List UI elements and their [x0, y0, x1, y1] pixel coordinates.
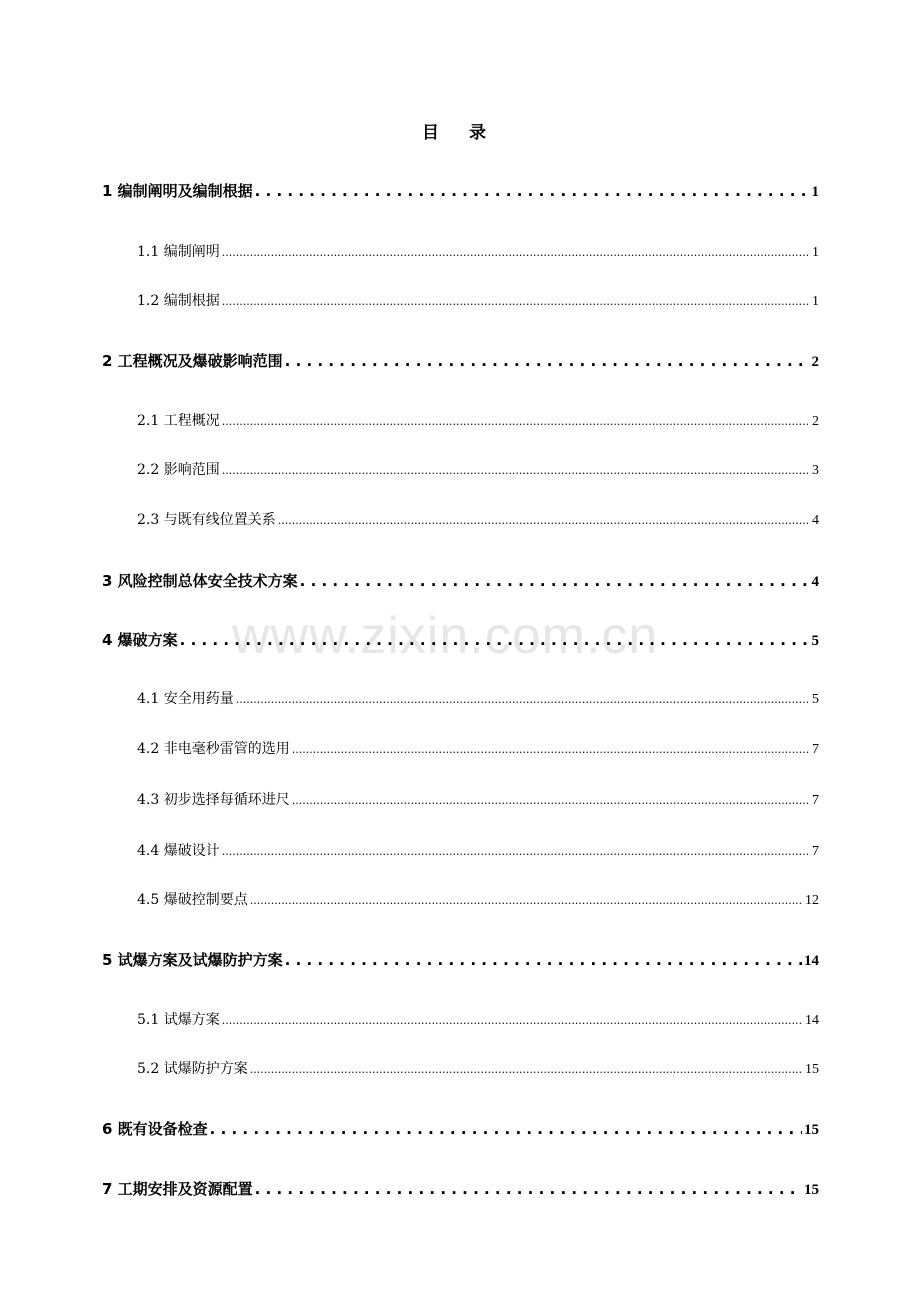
toc-entry-page: 14	[804, 953, 819, 969]
toc-entry-label: 4.1 安全用药量	[137, 691, 234, 707]
toc-entry-page: 2	[812, 414, 819, 429]
toc-entry-label: 6 既有设备检查	[102, 1120, 208, 1138]
toc-entry-label: 5 试爆方案及试爆防护方案	[102, 951, 283, 969]
toc-leader	[222, 464, 810, 477]
toc-leader	[222, 1014, 803, 1027]
toc-entry[interactable]	[102, 1178, 819, 1199]
toc-entry-page: 5	[812, 692, 819, 707]
toc-entry-label: 4.5 爆破控制要点	[137, 892, 248, 908]
toc-leader	[250, 1063, 803, 1076]
toc-entry[interactable]	[137, 789, 819, 809]
toc-entry-label: 4.3 初步选择每循环进尺	[137, 792, 290, 808]
toc-entry[interactable]	[137, 290, 819, 310]
toc-entry[interactable]	[137, 688, 819, 708]
toc-entry-page: 2	[811, 354, 819, 370]
toc-entry[interactable]	[137, 1058, 819, 1078]
toc-leader	[222, 246, 810, 259]
toc-entry-label: 4.4 爆破设计	[137, 843, 220, 859]
toc-entry-label: 3 风险控制总体安全技术方案	[102, 572, 298, 590]
toc-leader	[222, 845, 810, 858]
toc-entry-page: 7	[812, 742, 819, 757]
toc-entry[interactable]	[137, 840, 819, 860]
toc-entry[interactable]	[102, 350, 819, 371]
toc-entry-page: 12	[805, 893, 819, 908]
toc-entry[interactable]	[137, 509, 819, 529]
toc-leader	[292, 743, 810, 756]
toc-leader	[250, 894, 803, 907]
toc-leader	[180, 631, 810, 649]
toc-entry[interactable]	[102, 949, 819, 970]
toc-entry-label: 2.2 影响范围	[137, 462, 220, 478]
toc-entry-label: 1.1 编制阐明	[137, 244, 220, 260]
toc-entry-page: 4	[812, 513, 819, 528]
toc-entry-label: 1 编制阐明及编制根据	[102, 182, 253, 200]
toc-entry[interactable]	[137, 459, 819, 479]
toc-entry-page: 15	[804, 1182, 819, 1198]
toc-entry-page: 1	[812, 294, 819, 309]
toc-entry-page: 15	[804, 1122, 819, 1138]
toc-entry-label: 2 工程概况及爆破影响范围	[102, 352, 283, 370]
toc-leader	[222, 415, 810, 428]
document-title: 目 录	[422, 123, 498, 143]
toc-entry[interactable]	[137, 410, 819, 430]
toc-entry-page: 1	[812, 245, 819, 260]
toc-leader	[255, 182, 810, 200]
toc-entry[interactable]	[137, 738, 819, 758]
toc-entry-page: 1	[811, 184, 819, 200]
toc-entry-page: 3	[812, 463, 819, 478]
toc-entry-page: 7	[812, 793, 819, 808]
toc-entry-page: 4	[811, 574, 819, 590]
toc-entry-label: 4.2 非电毫秒雷管的选用	[137, 741, 290, 757]
toc-entry-page: 7	[812, 844, 819, 859]
toc-leader	[236, 693, 810, 706]
toc-entry[interactable]	[102, 629, 819, 650]
toc-entry-page: 15	[805, 1062, 819, 1077]
toc-entry-label: 5.2 试爆防护方案	[137, 1061, 248, 1077]
toc-entry-label: 7 工期安排及资源配置	[102, 1180, 253, 1198]
toc-entry[interactable]	[137, 889, 819, 909]
toc-entry[interactable]	[137, 1009, 819, 1029]
toc-leader	[210, 1120, 802, 1138]
toc-entry-label: 2.3 与既有线位置关系	[137, 512, 276, 528]
toc-entry-label: 2.1 工程概况	[137, 413, 220, 429]
toc-entry-page: 5	[811, 633, 819, 649]
toc-entry-label: 4 爆破方案	[102, 631, 178, 649]
toc-leader	[255, 1180, 802, 1198]
toc-leader	[300, 572, 810, 590]
watermark: www.zixin.com.cn	[232, 607, 659, 665]
toc-leader	[285, 951, 802, 969]
toc-entry[interactable]	[102, 180, 819, 201]
toc-leader	[222, 295, 810, 308]
toc-entry-page: 14	[805, 1013, 819, 1028]
toc-entry-label: 1.2 编制根据	[137, 293, 220, 309]
toc-leader	[292, 794, 810, 807]
toc-entry-label: 5.1 试爆方案	[137, 1012, 220, 1028]
toc-entry[interactable]	[102, 1118, 819, 1139]
toc-entry[interactable]	[137, 241, 819, 261]
toc-leader	[278, 514, 810, 527]
toc-leader	[285, 352, 810, 370]
toc-entry[interactable]	[102, 570, 819, 591]
